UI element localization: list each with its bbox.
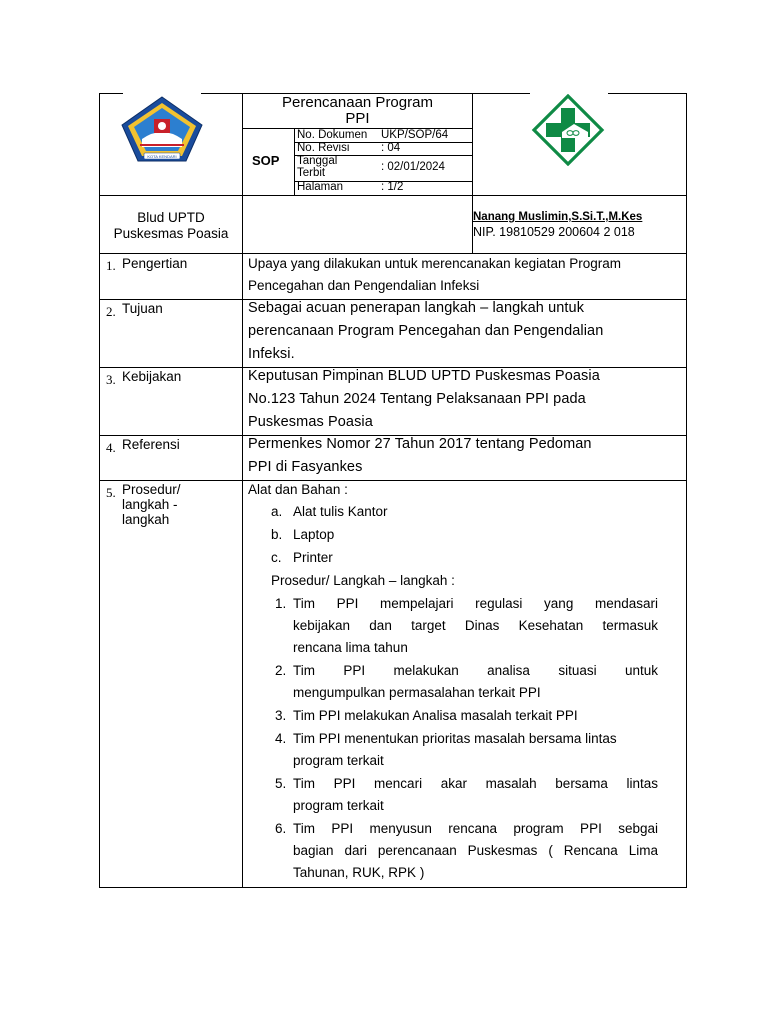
meta-vert [294, 128, 295, 195]
section-number: 4. [106, 440, 116, 455]
frame-top-left [99, 93, 123, 94]
section-title-kebijakan: Kebijakan [122, 369, 182, 384]
frame-top-right [608, 93, 687, 94]
meta-label-revisi: No. Revisi [297, 142, 350, 154]
step-line: mengumpulkan permasalahan terkait PPI [293, 685, 541, 700]
frame-bottom [99, 887, 687, 888]
kebijakan-line: Keputusan Pimpinan BLUD UPTD Puskesmas Poasia [248, 368, 600, 384]
step-line: Tim PPI menyusun rencana program PPI sebgai [293, 821, 658, 836]
section-number: 3. [106, 372, 116, 387]
step-mark: 4. [275, 731, 287, 746]
section-number: 1. [106, 258, 116, 273]
section-title-prosedur: langkah - [122, 497, 178, 512]
row-divider-header [99, 195, 687, 196]
step-line: Tim PPI mempelajari regulasi yang mendasari [293, 596, 658, 611]
section-title-referensi: Referensi [122, 437, 180, 452]
step-mark: 6. [275, 821, 287, 836]
step-line: Tim PPI melakukan analisa situasi untuk [293, 663, 658, 678]
step-line: Tim PPI menentukan prioritas masalah bersama lintas [293, 731, 617, 746]
document-title-line2: PPI [345, 110, 370, 127]
tujuan-line: Sebagai acuan penerapan langkah – langkah untuk [248, 300, 585, 316]
row-divider-org [99, 253, 687, 254]
langkah-heading: Prosedur/ Langkah – langkah : [271, 573, 455, 588]
alat-mark: a. [271, 504, 283, 519]
tujuan-line: perencanaan Program Pencegahan dan Pengendalian [248, 323, 604, 339]
step-line: Tahunan, RUK, RPK ) [293, 865, 425, 880]
step-mark: 2. [275, 663, 287, 678]
alat-item: Laptop [293, 527, 335, 542]
tujuan-line: Infeksi. [248, 346, 295, 362]
section-title-prosedur: Prosedur/ [122, 482, 181, 497]
alat-item: Printer [293, 550, 333, 565]
meta-value-revisi: : 04 [381, 142, 401, 154]
pengertian-line: Upaya yang dilakukan untuk merencanakan kegiatan Program [248, 256, 621, 271]
kebijakan-line: Puskesmas Poasia [248, 414, 373, 430]
section-number: 5. [106, 485, 116, 500]
referensi-line: Permenkes Nomor 27 Tahun 2017 tentang Pedoman [248, 436, 592, 452]
row-divider-4 [99, 480, 687, 481]
step-line: rencana lima tahun [293, 640, 408, 655]
section-number: 2. [106, 304, 116, 319]
alat-item: Alat tulis Kantor [293, 504, 388, 519]
city-emblem [120, 95, 204, 163]
step-line: kebijakan dan target Dinas Kesehatan termasuk [293, 618, 658, 633]
step-mark: 5. [275, 776, 287, 791]
org-name-line1: Blud UPTD [137, 210, 205, 225]
health-cross-icon [530, 94, 606, 166]
step-line: Tim PPI melakukan Analisa masalah terkait PPI [293, 708, 578, 723]
frame-right [686, 93, 687, 888]
signer-name: Nanang Muslimin,S.Si.T.,M.Kes [473, 211, 643, 223]
meta-value-halaman: : 1/2 [381, 181, 404, 193]
step-line: bagian dari perencanaan Puskesmas ( Rencana Lima [293, 843, 658, 858]
step-line: program terkait [293, 798, 384, 813]
step-line: program terkait [293, 753, 384, 768]
sop-label: SOP [252, 153, 280, 168]
puskesmas-logo [530, 94, 606, 166]
referensi-line: PPI di Fasyankes [248, 459, 363, 475]
document-title-line1: Perencanaan Program [282, 94, 433, 111]
section-title-pengertian: Pengertian [122, 256, 188, 271]
city-emblem-icon [120, 95, 204, 163]
signer-nip: NIP. 19810529 200604 2 018 [473, 225, 635, 239]
org-name-line2: Puskesmas Poasia [113, 226, 229, 241]
meta-label-halaman: Halaman [297, 181, 344, 193]
step-mark: 1. [275, 596, 287, 611]
meta-label-tanggal-1: Tanggal [297, 155, 338, 167]
pengertian-line: Pencegahan dan Pengendalian Infeksi [248, 278, 480, 293]
meta-label-dokumen: No. Dokumen [297, 129, 368, 141]
alat-mark: b. [271, 527, 283, 542]
meta-label-tanggal-2: Terbit [297, 167, 326, 179]
kebijakan-line: No.123 Tahun 2024 Tentang Pelaksanaan PPI pada [248, 391, 586, 407]
alat-heading: Alat dan Bahan : [248, 482, 348, 497]
section-title-tujuan: Tujuan [122, 301, 163, 316]
alat-mark: c. [271, 550, 282, 565]
step-mark: 3. [275, 708, 287, 723]
meta-value-dokumen: UKP/SOP/64 [381, 129, 449, 141]
section-title-prosedur: langkah [122, 512, 170, 527]
svg-text:KOTA KENDARI: KOTA KENDARI [147, 154, 177, 159]
step-line: Tim PPI mencari akar masalah bersama lintas [293, 776, 658, 791]
meta-value-tanggal: : 02/01/2024 [381, 161, 445, 173]
col-divider-left [242, 93, 243, 888]
